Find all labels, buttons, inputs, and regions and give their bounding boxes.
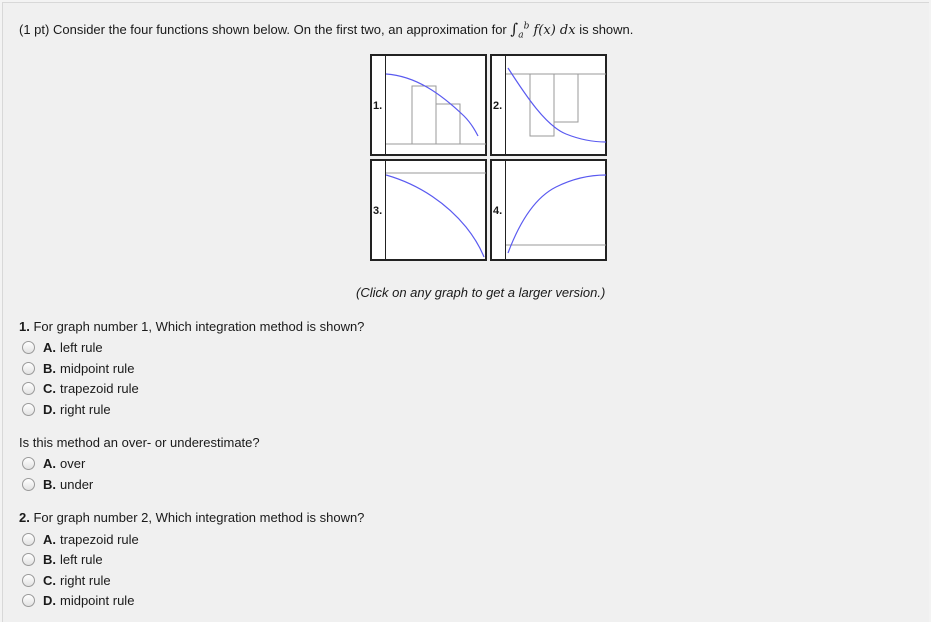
q1-option-c[interactable]	[22, 380, 139, 396]
option-label: left rule	[60, 551, 103, 567]
graph-1-plot	[386, 56, 486, 154]
option-label: left rule	[60, 339, 103, 355]
question-1-prompt	[19, 319, 364, 334]
estimate-option-b[interactable]	[22, 476, 93, 492]
integral-expression	[510, 20, 576, 41]
integral-upper-limit: b	[523, 21, 530, 32]
problem-text-end: is shown.	[579, 22, 634, 37]
option-label: right rule	[60, 401, 111, 417]
option-letter: B.	[43, 360, 56, 376]
graph-caption: (Click on any graph to get a larger version.)	[356, 285, 606, 300]
option-letter: A.	[43, 531, 56, 547]
radio-button[interactable]	[22, 533, 35, 546]
option-letter: B.	[43, 551, 56, 567]
function-curve	[386, 74, 478, 136]
radio-button[interactable]	[22, 574, 35, 587]
q2-option-d[interactable]	[22, 592, 134, 608]
question-number: 2.	[19, 510, 30, 525]
radio-button[interactable]	[22, 362, 35, 375]
option-letter: B.	[43, 476, 56, 492]
option-label: trapezoid rule	[60, 531, 139, 547]
radio-button[interactable]	[22, 403, 35, 416]
graph-2-plot	[506, 56, 606, 154]
question-text: For graph number 1, Which integration method is shown?	[33, 319, 365, 334]
radio-button[interactable]	[22, 382, 35, 395]
option-label: midpoint rule	[60, 592, 135, 608]
option-letter: C.	[43, 572, 56, 588]
approximation-rectangle	[412, 86, 436, 144]
graph-4[interactable]	[490, 159, 607, 261]
graph-number: 4.	[493, 205, 503, 217]
integral-sign-icon: ∫	[510, 20, 519, 38]
q2-option-a[interactable]	[22, 531, 139, 547]
problem-text: Consider the four functions shown below. On the first two, an approximation for	[52, 22, 507, 37]
option-label: midpoint rule	[60, 360, 135, 376]
graph-number: 2.	[493, 100, 503, 112]
option-letter: A.	[43, 339, 56, 355]
radio-button[interactable]	[22, 478, 35, 491]
graph-2[interactable]	[490, 54, 607, 156]
option-label: over	[60, 455, 86, 471]
q1-option-b[interactable]	[22, 360, 134, 376]
graph-number: 1.	[373, 100, 383, 112]
option-label: under	[60, 476, 94, 492]
option-letter: D.	[43, 592, 56, 608]
problem-statement	[19, 20, 633, 41]
q2-option-c[interactable]	[22, 572, 111, 588]
function-curve	[386, 175, 484, 257]
option-label: trapezoid rule	[60, 380, 139, 396]
graph-grid	[370, 54, 610, 263]
question-2-prompt	[19, 510, 364, 525]
approximation-rectangle	[436, 104, 460, 144]
integral-lower-limit: a	[518, 30, 524, 41]
graph-3-plot	[386, 161, 486, 259]
integrand: f(x) dx	[533, 23, 576, 38]
graph-3[interactable]	[370, 159, 487, 261]
graph-number: 3.	[373, 205, 383, 217]
function-curve	[508, 175, 606, 253]
points-label: (1 pt)	[19, 22, 50, 37]
q2-option-b[interactable]	[22, 551, 103, 567]
option-letter: D.	[43, 401, 56, 417]
approximation-rectangle	[554, 74, 578, 122]
question-number: 1.	[19, 319, 30, 334]
option-label: right rule	[60, 572, 111, 588]
q1-option-a[interactable]	[22, 339, 103, 355]
graph-1[interactable]	[370, 54, 487, 156]
q1-option-d[interactable]	[22, 401, 111, 417]
radio-button[interactable]	[22, 341, 35, 354]
option-letter: C.	[43, 380, 56, 396]
radio-button[interactable]	[22, 553, 35, 566]
graph-4-plot	[506, 161, 606, 259]
radio-button[interactable]	[22, 457, 35, 470]
estimate-option-a[interactable]	[22, 455, 85, 471]
option-letter: A.	[43, 455, 56, 471]
question-text: Is this method an over- or underestimate?	[19, 435, 260, 450]
radio-button[interactable]	[22, 594, 35, 607]
problem-card	[2, 2, 929, 622]
function-curve	[508, 68, 606, 142]
estimate-question-prompt	[19, 435, 260, 450]
question-text: For graph number 2, Which integration method is shown?	[33, 510, 365, 525]
